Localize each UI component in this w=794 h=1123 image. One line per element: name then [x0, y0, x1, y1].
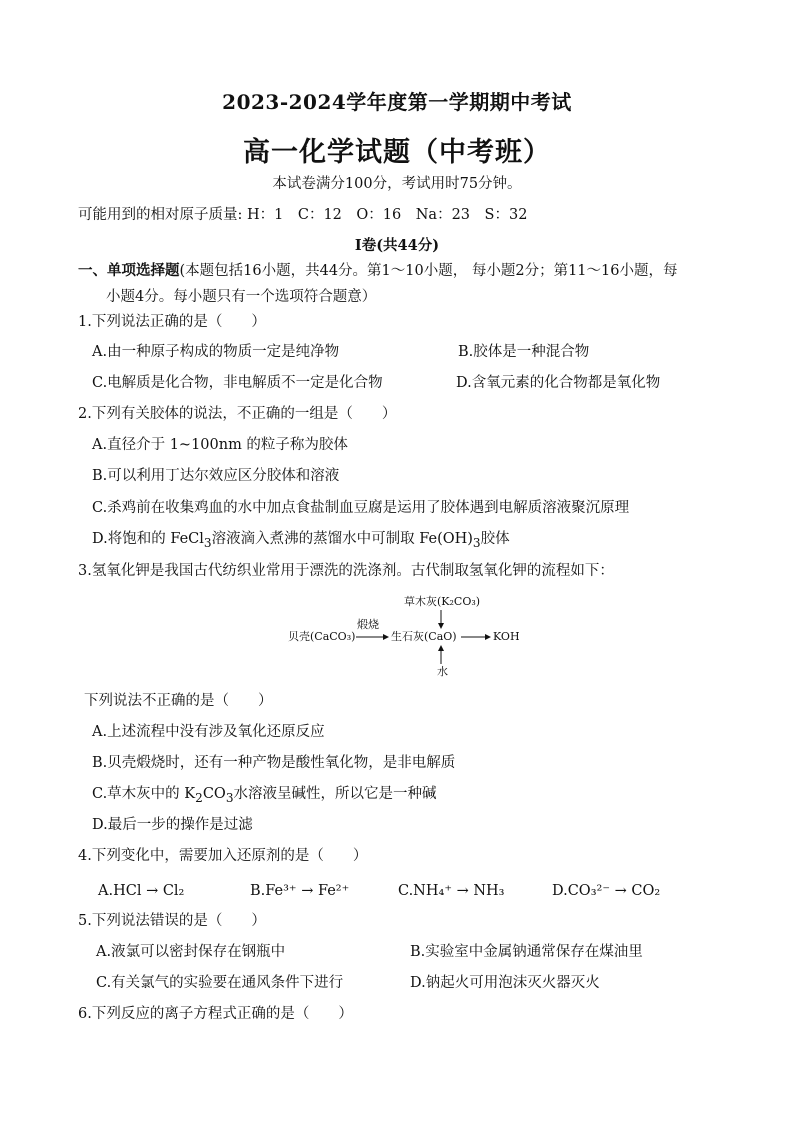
exam-title: 2023-2024学年度第一学期期中考试	[222, 90, 572, 114]
q3-stem: 3.氢氧化钾是我国古代纺织业常用于漂洗的洗涤剂。古代制取氢氧化钾的流程如下：	[78, 563, 614, 579]
q3-option-d: D.最后一步的操作是过滤	[92, 817, 253, 833]
q3-c-text-2: CO	[202, 786, 226, 802]
q3-option-c	[92, 784, 437, 808]
q3-c-text-1: C.草木灰中的 K	[92, 786, 196, 802]
q2-option-a: A.直径介于 1~100nm 的粒子称为胶体	[92, 437, 348, 453]
q2-option-c: C.杀鸡前在收集鸡血的水中加点食盐制血豆腐是运用了胶体遇到电解质溶液聚沉原理	[92, 500, 630, 516]
flow-product: KOH	[493, 630, 520, 643]
exam-subtitle: 高一化学试题（中考班）	[243, 137, 551, 168]
q5-option-d: D.钠起火可用泡沫灭火器灭火	[410, 975, 600, 991]
q3-option-b: B.贝壳煅烧时，还有一种产物是酸性氧化物，是非电解质	[92, 755, 456, 771]
q3-option-a: A.上述流程中没有涉及氧化还原反应	[92, 724, 325, 740]
q2-stem: 2.下列有关胶体的说法，不正确的一组是（ ）	[78, 406, 397, 422]
q2-d-text-1: D.将饱和的 FeCl	[92, 531, 204, 547]
q5-option-c: C.有关氯气的实验要在通风条件下进行	[96, 975, 344, 991]
flow-shell: 贝壳(CaCO₃)	[288, 630, 356, 643]
q4-option-b: B.Fe³⁺ → Fe²⁺	[250, 883, 350, 899]
q3-c-text-3: 水溶液呈碱性，所以它是一种碱	[233, 786, 437, 802]
q2-option-b: B.可以利用丁达尔效应区分胶体和溶液	[92, 468, 340, 484]
atomic-mass-line: 可能用到的相对原子质量: H：1 C：12 O：16 Na：23 S：32	[78, 207, 528, 223]
section-title: Ⅰ卷(共44分)	[354, 237, 440, 254]
q5-stem: 5.下列说法错误的是（ ）	[78, 913, 266, 929]
part-desc-1: (本题包括16小题，共44分。第1～10小题， 每小题2分；第11～16小题，每	[179, 263, 678, 279]
q5-option-a: A.液氯可以密封保存在钢瓶中	[96, 944, 286, 960]
q4-stem: 4.下列变化中，需要加入还原剂的是（ ）	[78, 848, 368, 864]
q5-option-b: B.实验室中金属钠通常保存在煤油里	[410, 944, 643, 960]
part-label: 一、单项选择题	[78, 262, 180, 279]
q2-d-text-2: 溶液滴入煮沸的蒸馏水中可制取 Fe(OH)	[211, 531, 473, 547]
q4-option-d: D.CO₃²⁻ → CO₂	[552, 883, 661, 899]
q2-d-text-3: 胶体	[480, 531, 510, 547]
q1-option-a: A.由一种原子构成的物质一定是纯净物	[92, 344, 340, 360]
q1-option-b: B.胶体是一种混合物	[458, 344, 590, 360]
q2-d-sub-1: 3	[203, 535, 212, 550]
q3-c-sub-1: 2	[195, 790, 203, 805]
q1-stem: 1.下列说法正确的是（ ）	[78, 314, 266, 330]
q1-option-c: C.电解质是化合物，非电解质不一定是化合物	[92, 375, 383, 391]
flow-ash: 草木灰(K₂CO₃)	[404, 595, 481, 608]
q4-option-c: C.NH₄⁺ → NH₃	[398, 883, 505, 899]
q6-stem: 6.下列反应的离子方程式正确的是（ ）	[78, 1006, 353, 1022]
part-desc-2: 小题4分。每小题只有一个选项符合题意）	[106, 289, 377, 305]
q3-c-sub-2: 3	[225, 790, 234, 805]
q4-option-a: A.HCl → Cl₂	[98, 883, 185, 899]
flow-lime: 生石灰(CaO)	[391, 630, 457, 643]
q1-option-d: D.含氧元素的化合物都是氧化物	[456, 375, 661, 391]
flow-water: 水	[437, 665, 448, 678]
q2-d-sub-2: 3	[472, 535, 481, 550]
flow-calcine: 煅烧	[357, 618, 379, 631]
q3-stem-2: 下列说法不正确的是（ ）	[84, 693, 273, 709]
exam-info: 本试卷满分100分，考试用时75分钟。	[272, 176, 522, 192]
